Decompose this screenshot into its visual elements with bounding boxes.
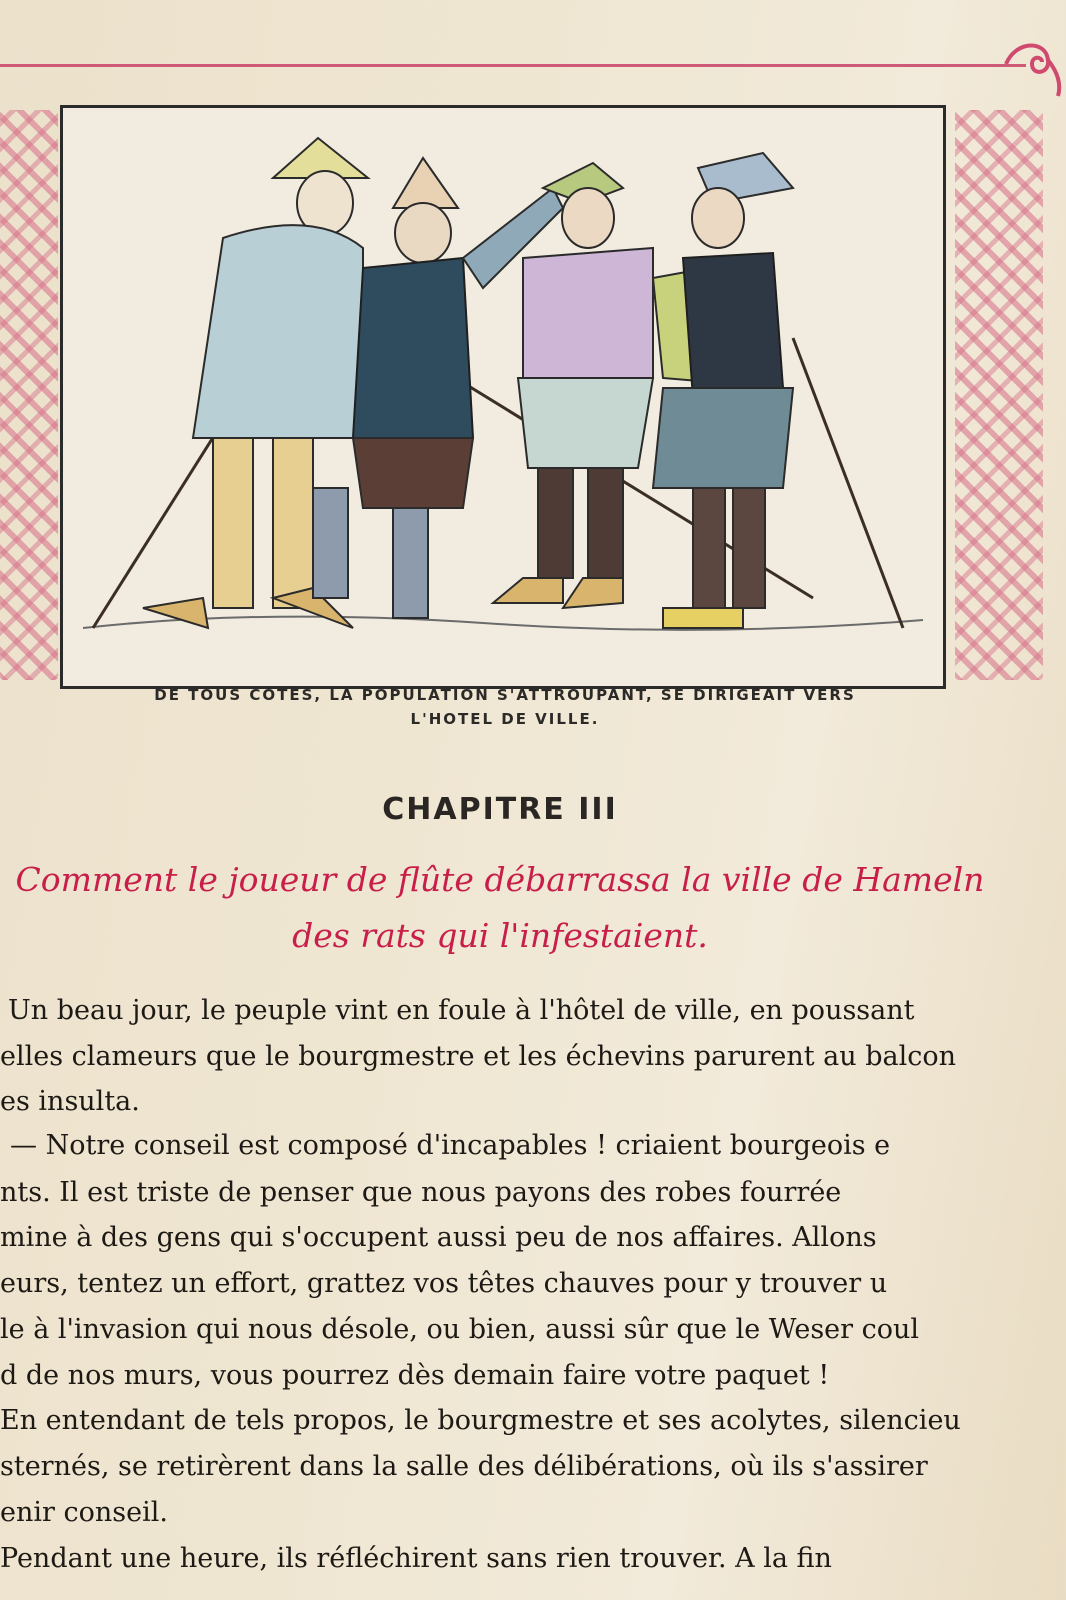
- four-men-arguing-illustration-icon: [63, 108, 943, 686]
- body-text-line: Un beau jour, le peuple vint en foule à l'hôtel de ville, en poussant: [8, 995, 915, 1026]
- left-ornamental-border: [0, 110, 58, 680]
- body-text-line: sternés, se retirèrent dans la salle des délibérations, où ils s'assirer: [0, 1451, 928, 1482]
- body-text-line: En entendant de tels propos, le bourgmestre et ses acolytes, silencieu: [0, 1405, 961, 1436]
- figure-man-4: [653, 153, 793, 628]
- top-border-rule: [0, 64, 1026, 67]
- chapter-subtitle-line-1: Comment le joueur de flûte débarrassa la ville de Hameln: [15, 860, 985, 899]
- body-text-line: d de nos murs, vous pourrez dès demain faire votre paquet !: [0, 1360, 830, 1391]
- body-text-line: nts. Il est triste de penser que nous payons des robes fourrée: [0, 1177, 842, 1208]
- illustration-caption-line-2: L'HOTEL DE VILLE.: [410, 710, 600, 728]
- right-ornamental-border: [955, 110, 1043, 680]
- chapter-heading: CHAPITRE III: [382, 792, 618, 827]
- chapter-subtitle-line-2: des rats qui l'infestaient.: [292, 916, 708, 955]
- body-text-line: le à l'invasion qui nous désole, ou bien, aussi sûr que le Weser coul: [0, 1314, 920, 1345]
- body-text-line: es insulta.: [0, 1086, 140, 1117]
- body-text-line: — Notre conseil est composé d'incapables ! criaient bourgeois e: [10, 1130, 891, 1161]
- illustration-frame: [60, 105, 946, 689]
- body-text-line: elles clameurs que le bourgmestre et les échevins parurent au balcon: [0, 1041, 957, 1072]
- corner-flourish-icon: [996, 30, 1066, 100]
- body-text-line: mine à des gens qui s'occupent aussi peu de nos affaires. Allons: [0, 1222, 877, 1253]
- body-text-line: Pendant une heure, ils réfléchirent sans rien trouver. A la fin: [0, 1543, 832, 1574]
- body-text-line: enir conseil.: [0, 1497, 168, 1528]
- illustration-caption-line-1: DE TOUS COTÉS, LA POPULATION S'ATTROUPANT, SE DIRIGEAIT VERS: [154, 686, 856, 704]
- body-text-line: eurs, tentez un effort, grattez vos têtes chauves pour y trouver u: [0, 1268, 888, 1299]
